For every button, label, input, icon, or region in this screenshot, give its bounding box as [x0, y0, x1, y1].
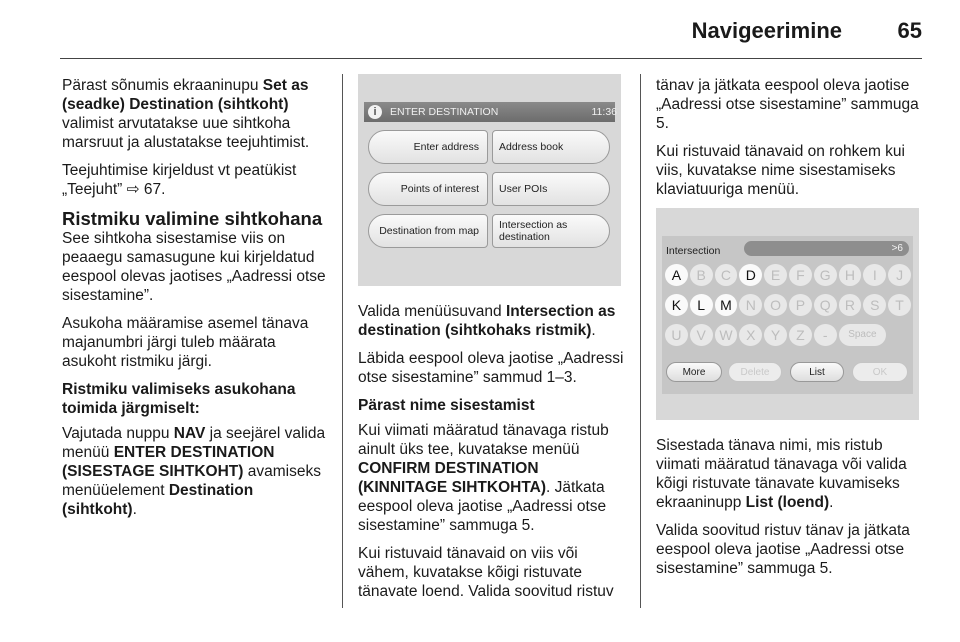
paragraph: Läbida eespool oleva jaotise „Aadressi otse sisestamine” sammud 1–3.	[358, 350, 624, 386]
enter-address-button[interactable]: Enter address	[368, 130, 488, 164]
clock: 11:36	[591, 106, 617, 118]
screen-title: ENTER DESTINATION	[390, 106, 499, 118]
key[interactable]: J	[888, 264, 911, 286]
column-3	[656, 76, 926, 587]
key[interactable]: P	[789, 294, 812, 316]
paragraph: Valida menüüsuvand Intersection as destination (sihtkohaks ristmik).	[358, 303, 616, 339]
intersection-keyboard-screenshot	[656, 208, 919, 420]
paragraph: Sisestada tänava nimi, mis ristub viimati määratud tänavaga või valida kõigi ristuvate tänavate kuvamiseks ekraaninupp List (loend).	[656, 437, 907, 511]
keyboard-row-1	[665, 264, 911, 286]
key[interactable]: N	[739, 294, 762, 316]
intersection-label: Intersection	[666, 245, 721, 257]
subheading: Ristmiku valimiseks asukohana toimida järgmiselt:	[62, 381, 296, 417]
key[interactable]: Q	[814, 294, 837, 316]
keyboard-row-2	[665, 294, 911, 316]
paragraph: Valida soovitud ristuv tänav ja jätkata eespool oleva jaotise „Aadressi otse sisestamine” sammuga 5.	[656, 522, 910, 577]
user-pois-button[interactable]: User POIs	[492, 172, 610, 206]
column-divider-2	[640, 74, 641, 608]
key[interactable]: R	[839, 294, 862, 316]
column-divider-1	[342, 74, 343, 608]
address-book-button[interactable]: Address book	[492, 130, 610, 164]
key[interactable]: H	[839, 264, 862, 286]
subheading: Pärast nime sisestamist	[358, 397, 535, 414]
info-icon[interactable]: i	[368, 105, 382, 119]
key[interactable]: M	[715, 294, 738, 316]
key[interactable]: Y	[764, 324, 787, 346]
key[interactable]: Z	[789, 324, 812, 346]
ok-button[interactable]: OK	[852, 362, 908, 382]
key[interactable]: F	[789, 264, 812, 286]
intersection-input[interactable]: >6	[744, 241, 909, 256]
paragraph: Teejuhtimise kirjeldust vt peatükist „Teejuht” ⇨ 67.	[62, 162, 297, 198]
paragraph: Kui ristuvaid tänavaid on rohkem kui viis, kuvatakse nime sisestamiseks klaviatuuriga menüü.	[656, 143, 905, 198]
destination-from-map-button[interactable]: Destination from map	[368, 214, 488, 248]
key[interactable]: C	[715, 264, 738, 286]
column-2	[358, 76, 628, 610]
space-key[interactable]: Space	[839, 324, 887, 346]
header-rule	[60, 58, 922, 59]
keyboard-row-3	[665, 324, 911, 346]
enter-destination-screenshot	[358, 74, 621, 286]
points-of-interest-button[interactable]: Points of interest	[368, 172, 488, 206]
paragraph: Vajutada nuppu NAV ja seejärel valida menüü ENTER DESTINATION (SISESTAGE SIHTKOHT) avamiseks menüüelement Destination (sihtkoht).	[62, 425, 326, 518]
list-button[interactable]: List	[790, 362, 844, 382]
paragraph: tänav ja jätkata eespool oleva jaotise „Aadressi otse sisestamine” sammuga 5.	[656, 77, 919, 132]
paragraph: Kui ristuvaid tänavaid on viis või vähem, kuvatakse kõigi ristuvate tänavate loend. Valida soovitud ristuv	[358, 545, 614, 600]
intersection-as-destination-button[interactable]: Intersection as destination	[492, 214, 610, 248]
key[interactable]: G	[814, 264, 837, 286]
key[interactable]: W	[715, 324, 738, 346]
paragraph: Asukoha määramise asemel tänava majanumbri järgi tuleb määrata asukoht ristmiku järgi.	[62, 315, 309, 370]
key[interactable]: S	[863, 294, 886, 316]
key[interactable]: B	[690, 264, 713, 286]
key[interactable]: A	[665, 264, 688, 286]
key[interactable]: D	[739, 264, 762, 286]
key[interactable]: I	[863, 264, 886, 286]
key[interactable]: K	[665, 294, 688, 316]
page-number: 65	[897, 18, 922, 43]
column-1	[62, 76, 330, 528]
key[interactable]: E	[764, 264, 787, 286]
key[interactable]: U	[665, 324, 688, 346]
paragraph: Pärast sõnumis ekraaninupu Set as (seadke) Destination (sihtkoht) valimist arvutatakse uue sihtkoha marsruut ja alustatakse teejuhtimist.	[62, 77, 310, 151]
key[interactable]: X	[739, 324, 762, 346]
paragraph: See sihtkoha sisestamise viis on peaaegu samasugune kui kirjeldatud eespool olevas jaotises „Aadressi otse sisestamine”.	[62, 230, 326, 304]
delete-button[interactable]: Delete	[728, 362, 782, 382]
key[interactable]: -	[814, 324, 837, 346]
page-header-title: Navigeerimine	[691, 18, 842, 43]
more-button[interactable]: More	[666, 362, 722, 382]
key[interactable]: L	[690, 294, 713, 316]
paragraph: Kui viimati määratud tänavaga ristub ainult üks tee, kuvatakse menüü CONFIRM DESTINATION (KINNITAGE SIHTKOHTA). Jätkata eespool oleva jaotise „Aadressi otse sisestamine” sammuga 5.	[358, 422, 609, 534]
key[interactable]: O	[764, 294, 787, 316]
key[interactable]: V	[690, 324, 713, 346]
section-heading: Ristmiku valimine sihtkohana	[62, 208, 323, 229]
key[interactable]: T	[888, 294, 911, 316]
